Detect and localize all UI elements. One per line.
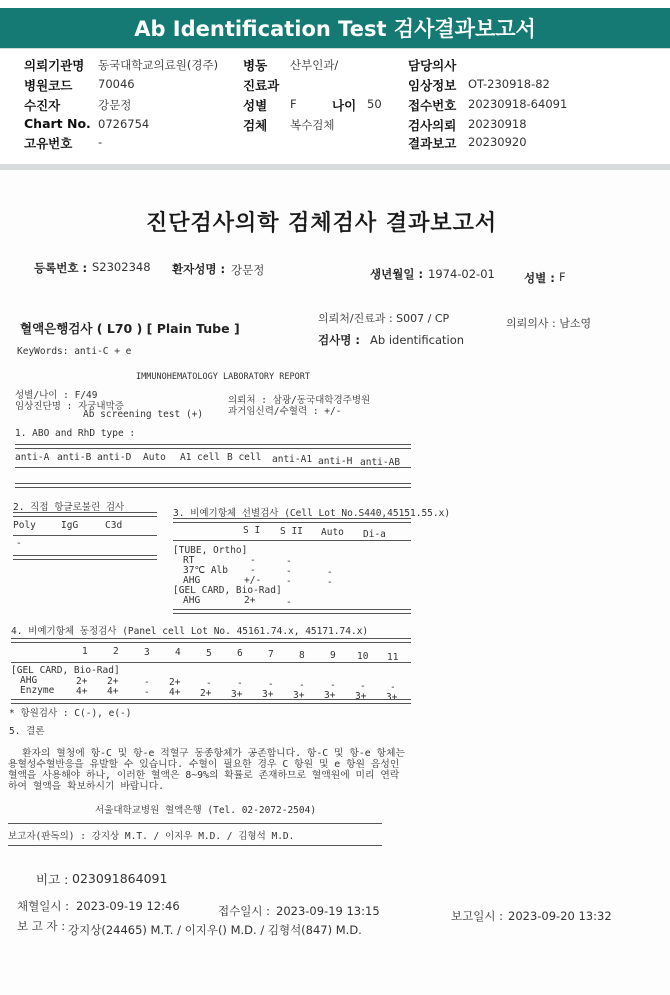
dob-label: 생년월일 : bbox=[370, 267, 424, 281]
col-header: 4 bbox=[175, 647, 181, 658]
field-value: OT-230918-82 bbox=[468, 77, 550, 91]
cell-value: - bbox=[327, 567, 333, 578]
test-main: 혈액은행검사 ( L70 ) [ Plain Tube ] bbox=[20, 321, 240, 336]
cell-value: 2+ bbox=[76, 676, 88, 687]
method-label: [GEL CARD, Bio-Rad] bbox=[173, 585, 282, 596]
section-4-title: 4. 비예기항체 동정검사 (Panel cell Lot No. 45161.74.x, 45171.74.x) bbox=[11, 626, 369, 637]
cell-value: 2+ bbox=[107, 676, 119, 687]
cell-value: 2+ bbox=[169, 677, 181, 688]
col-header: S II bbox=[280, 526, 303, 537]
field-label: 결과보고 bbox=[408, 136, 457, 151]
cell-value: 4+ bbox=[169, 687, 181, 698]
dob-value: 1974-02-01 bbox=[428, 267, 495, 281]
col-header: 10 bbox=[357, 651, 369, 662]
field-label: 병원코드 bbox=[24, 78, 73, 93]
row-label: 37℃ Alb bbox=[183, 565, 228, 576]
section-2-title: 2. 직접 항글로불린 검사 bbox=[13, 502, 125, 513]
rule bbox=[13, 535, 157, 536]
method-label: [GEL CARD, Bio-Rad] bbox=[11, 665, 120, 676]
conclusion-line: 환자의 혈청에 항-C 및 항-e 적혈구 동종항체가 공존합니다. 항-C 및 항-e 항체는 bbox=[22, 748, 405, 759]
row-label: RT bbox=[183, 555, 195, 566]
field-label: 담당의사 bbox=[408, 58, 457, 73]
document-title: 진단검사의학 검체검사 결과보고서 bbox=[146, 211, 498, 236]
col-header: 6 bbox=[237, 648, 243, 659]
antigen-test: * 항원검사 : C(-), e(-) bbox=[9, 708, 132, 719]
blood-bank: 서울대학교병원 혈액은행 (Tel. 02-2072-2504) bbox=[95, 805, 317, 816]
cell-value: 4+ bbox=[107, 686, 119, 697]
field-label: 고유번호 bbox=[24, 136, 73, 151]
cell-value: 3+ bbox=[262, 689, 274, 700]
col-header: 1 bbox=[82, 646, 88, 657]
conclusion-line: 용혈성수혈반응을 유발할 수 있습니다. 수혈이 필요한 경우 C 항원 및 e 항원 음성인 bbox=[8, 759, 400, 770]
field-label: 의뢰기관명 bbox=[24, 58, 85, 73]
receive-label: 접수일시 : bbox=[218, 904, 270, 918]
report-label: 보고일시 : bbox=[451, 909, 503, 923]
col-header: IgG bbox=[61, 520, 79, 531]
col-header: 5 bbox=[206, 648, 212, 659]
field-label: 나이 bbox=[332, 98, 357, 113]
field-value: 20230918 bbox=[468, 117, 527, 131]
col-header: 8 bbox=[299, 650, 305, 661]
col-header: C3d bbox=[105, 520, 123, 531]
collect-value: 2023-09-19 12:46 bbox=[76, 899, 180, 913]
cell-value: - bbox=[268, 679, 274, 690]
field-value: 강문정 bbox=[98, 98, 132, 112]
field-value: 20230918-64091 bbox=[468, 97, 568, 111]
cell-value: - bbox=[286, 556, 292, 567]
reporters-label: 보 고 자 : bbox=[17, 919, 66, 933]
requester: 의뢰처 : 삼광/동국대학경주병원 bbox=[228, 395, 371, 406]
col-header: anti-B bbox=[57, 452, 92, 463]
field-value: F bbox=[290, 97, 297, 111]
rule bbox=[15, 467, 411, 468]
col-header: 3 bbox=[144, 647, 150, 658]
col-header: Auto bbox=[143, 452, 166, 463]
col-header: 7 bbox=[268, 649, 274, 660]
col-header: 11 bbox=[387, 652, 399, 663]
lab-title: IMMUNOHEMATOLOGY LABORATORY REPORT bbox=[136, 372, 310, 382]
field-value: 70046 bbox=[98, 77, 135, 91]
field-value: 동국대학교의료원(경주) bbox=[98, 58, 219, 72]
cell-value: 2+ bbox=[244, 595, 256, 606]
test-name-label: 검사명 : bbox=[318, 333, 360, 347]
conclusion-line: 하여 혈액을 확보하시기 바랍니다. bbox=[8, 781, 165, 792]
section-5-title: 5. 결론 bbox=[9, 726, 45, 737]
history: 과거임신력/수혈력 : +/- bbox=[228, 406, 342, 417]
rule bbox=[8, 845, 382, 846]
cell-value: 3+ bbox=[231, 689, 243, 700]
field-label: Chart No. bbox=[24, 116, 91, 131]
cell-value: - bbox=[286, 576, 292, 587]
request-doctor: 의뢰의사 : 남소영 bbox=[506, 317, 592, 330]
reg-label: 등록번호 : bbox=[34, 261, 88, 275]
cell-value: - bbox=[250, 565, 256, 576]
col-header: B cell bbox=[227, 452, 262, 463]
request-dept: 의뢰처/진료과 : S007 / CP bbox=[318, 312, 450, 325]
report-title-bar bbox=[0, 8, 670, 48]
cell-value: +/- bbox=[244, 575, 262, 586]
field-value: 산부인과/ bbox=[290, 58, 339, 72]
rule bbox=[11, 699, 411, 704]
patient-label: 환자성명 : bbox=[172, 262, 226, 276]
rule bbox=[15, 483, 411, 488]
sec2-value: - bbox=[16, 538, 22, 549]
field-label: 진료과 bbox=[243, 78, 280, 93]
receive-value: 2023-09-19 13:15 bbox=[276, 904, 380, 918]
field-label: 검사의뢰 bbox=[408, 118, 457, 133]
sex-age: 성별/나이 : F/49 bbox=[15, 390, 98, 401]
patient-value: 강문정 bbox=[231, 263, 265, 277]
col-header: anti-A bbox=[15, 452, 50, 463]
keywords: KeyWords: anti-C + e bbox=[17, 346, 132, 357]
cell-value: 2+ bbox=[200, 688, 212, 699]
cell-value: 4+ bbox=[76, 686, 88, 697]
cell-value: - bbox=[206, 678, 212, 689]
rule bbox=[13, 555, 157, 560]
cell-value: - bbox=[286, 566, 292, 577]
cell-value: 3+ bbox=[386, 692, 398, 703]
screening-result: Ab screening test (+) bbox=[83, 409, 204, 420]
col-header: anti-AB bbox=[360, 457, 401, 468]
cell-value: - bbox=[299, 680, 305, 691]
row-label: Enzyme bbox=[20, 685, 55, 696]
header-divider bbox=[0, 48, 670, 49]
cell-value: - bbox=[144, 677, 150, 688]
col-header: Di-a bbox=[363, 529, 386, 540]
section-1-title: 1. ABO and RhD type : bbox=[15, 428, 136, 439]
rule bbox=[15, 444, 411, 449]
field-label: 성별 bbox=[243, 98, 268, 113]
field-label: 검체 bbox=[243, 118, 268, 133]
field-value: 20230920 bbox=[468, 135, 527, 149]
field-label: 병동 bbox=[243, 58, 268, 73]
test-name-value: Ab identification bbox=[370, 333, 465, 347]
cell-value: - bbox=[360, 681, 366, 692]
col-header: anti-H bbox=[318, 456, 353, 467]
rule bbox=[173, 518, 411, 523]
cell-value: - bbox=[327, 577, 333, 588]
method-label: [TUBE, Ortho] bbox=[173, 545, 248, 556]
field-value: 0726754 bbox=[98, 117, 150, 131]
sex-value: F bbox=[559, 270, 566, 284]
reg-value: S2302348 bbox=[92, 260, 151, 274]
col-header: Auto bbox=[321, 527, 344, 538]
clinical-diagnosis: 임상진단명 : 자궁내막증 bbox=[15, 401, 124, 412]
cell-value: - bbox=[250, 555, 256, 566]
conclusion-line: 혈액을 사용해야 하나, 이러한 혈액은 8~9%의 확률로 존재하므로 혈액원에 미리 연락 bbox=[8, 770, 400, 781]
col-header: anti-A1 bbox=[272, 454, 313, 465]
note-label: 비고 : bbox=[36, 872, 69, 887]
collect-label: 채혈일시 : bbox=[17, 899, 69, 913]
col-header: A1 cell bbox=[180, 452, 221, 463]
rule bbox=[11, 638, 411, 643]
rule bbox=[13, 512, 157, 517]
section-3-title: 3. 비예기항체 선별검사 (Cell Lot No.S440,45151.55.x) bbox=[173, 508, 451, 519]
cell-value: - bbox=[330, 680, 336, 691]
field-label: 임상정보 bbox=[408, 78, 457, 93]
field-value: 복수검체 bbox=[290, 118, 335, 132]
cell-value: - bbox=[144, 687, 150, 698]
note-value: 023091864091 bbox=[72, 871, 168, 886]
row-label: AHG bbox=[183, 575, 201, 586]
col-header: 9 bbox=[330, 650, 336, 661]
report-value: 2023-09-20 13:32 bbox=[508, 909, 612, 923]
reporters-value: 강지상(24465) M.T. / 이지우() M.D. / 김형석(847) M.D. bbox=[68, 923, 362, 937]
reporter: 보고자(판독의) : 강지상 M.T. / 이지우 M.D. / 김형석 M.D. bbox=[8, 831, 295, 842]
rule bbox=[173, 540, 411, 541]
col-header: Poly bbox=[13, 520, 36, 531]
cell-value: 3+ bbox=[324, 690, 336, 701]
cell-value: - bbox=[390, 682, 396, 693]
rule bbox=[11, 662, 411, 663]
field-label: 접수번호 bbox=[408, 98, 457, 113]
cell-value: - bbox=[237, 678, 243, 689]
cell-value: 3+ bbox=[293, 690, 305, 701]
row-label: AHG bbox=[183, 595, 201, 606]
field-label: 수진자 bbox=[24, 98, 61, 113]
sex-label: 성별 : bbox=[524, 271, 555, 285]
field-value: - bbox=[98, 135, 103, 149]
cell-value: - bbox=[286, 597, 292, 608]
field-value: 50 bbox=[367, 97, 382, 111]
col-header: S I bbox=[243, 525, 261, 536]
cell-value: 3+ bbox=[355, 691, 367, 702]
col-header: 2 bbox=[113, 646, 119, 657]
col-header: anti-D bbox=[97, 452, 132, 463]
rule bbox=[8, 823, 382, 824]
rule bbox=[173, 609, 411, 614]
row-label: AHG bbox=[20, 675, 38, 686]
report-title: Ab Identification Test 검사결과보고서 bbox=[134, 17, 536, 41]
